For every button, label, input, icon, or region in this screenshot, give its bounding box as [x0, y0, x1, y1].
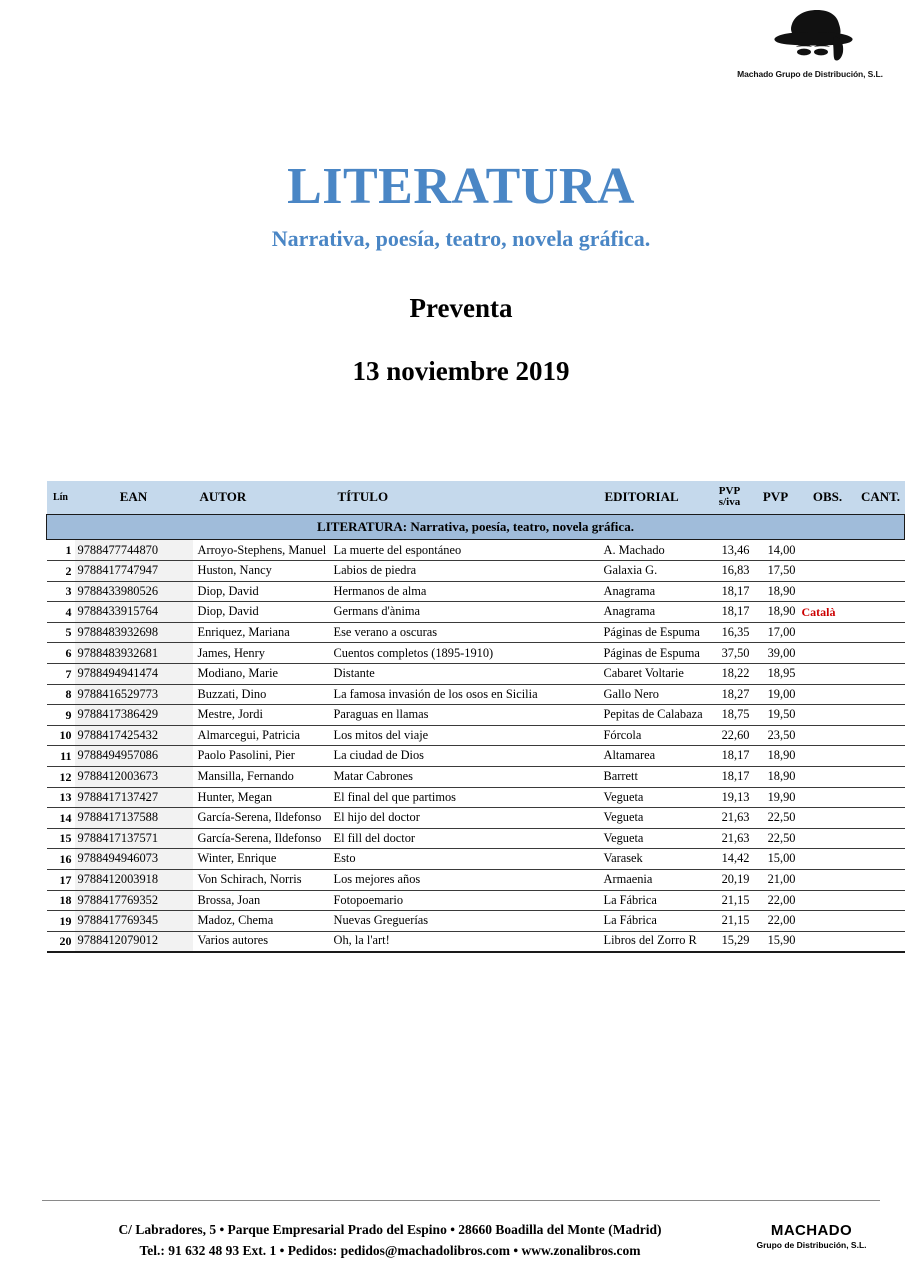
cell-obs [799, 849, 857, 870]
cell-pvp: 23,50 [753, 725, 799, 746]
cell-pvp: 14,00 [753, 540, 799, 561]
cell-titulo: Matar Cabrones [331, 766, 599, 787]
cell-editorial-text: Armaenia [603, 872, 653, 887]
cell-obs [799, 869, 857, 890]
cell-pvp-siva: 14,42 [707, 849, 753, 870]
cell-autor [193, 828, 331, 849]
cell-autor-text: Buzzati, Dino [197, 686, 267, 701]
cell-cant [857, 581, 905, 602]
cell-pvp-siva: 20,19 [707, 869, 753, 890]
cell-pvp-siva: 18,22 [707, 664, 753, 685]
cell-pvp: 19,50 [753, 705, 799, 726]
cell-editorial-text: La Fábrica [603, 892, 657, 907]
cell-autor-text: Mansilla, Fernando [197, 769, 294, 784]
footer-divider [42, 1200, 880, 1201]
cell-lin: 9 [47, 705, 75, 726]
cell-cant [857, 766, 905, 787]
cell-autor [193, 725, 331, 746]
cell-pvp: 22,50 [753, 828, 799, 849]
cell-titulo: Ese verano a oscuras [331, 622, 599, 643]
cell-editorial-text: Pepitas de Calabaza [603, 707, 703, 722]
table-row [47, 890, 905, 911]
cell-ean: 9788494941474 [75, 664, 193, 685]
cell-autor-text: Diop, David [197, 604, 259, 619]
cell-titulo: La muerte del espontáneo [331, 540, 599, 561]
cell-titulo: La ciudad de Dios [331, 746, 599, 767]
cell-autor-text: Huston, Nancy [197, 563, 272, 578]
column-header-autor: AUTOR [193, 481, 331, 515]
cell-ean: 9788416529773 [75, 684, 193, 705]
footer-brand-name: MACHADO [770, 1222, 853, 1239]
cell-titulo: Esto [331, 849, 599, 870]
cell-obs [799, 664, 857, 685]
cell-cant [857, 931, 905, 952]
cell-obs [799, 766, 857, 787]
cell-pvp-siva: 16,35 [707, 622, 753, 643]
table-row [47, 869, 905, 890]
cell-editorial [599, 705, 707, 726]
cell-editorial-text: Vegueta [603, 810, 644, 825]
cell-pvp-siva: 18,17 [707, 766, 753, 787]
table-header [47, 481, 905, 515]
cell-cant [857, 684, 905, 705]
cell-pvp-siva: 22,60 [707, 725, 753, 746]
cell-pvp-siva: 19,13 [707, 787, 753, 808]
cell-autor-text: James, Henry [197, 645, 265, 660]
cell-lin: 3 [47, 581, 75, 602]
cell-titulo: El hijo del doctor [331, 808, 599, 829]
page-subtitle: Narrativa, poesía, teatro, novela gráfica. [271, 225, 651, 251]
table-row [47, 684, 905, 705]
cell-lin: 5 [47, 622, 75, 643]
cell-pvp-siva: 37,50 [707, 643, 753, 664]
cell-editorial-text: Anagrama [603, 583, 656, 598]
cell-pvp-siva: 21,15 [707, 890, 753, 911]
cell-pvp-siva: 18,27 [707, 684, 753, 705]
cell-pvp: 21,00 [753, 869, 799, 890]
cell-lin: 13 [47, 787, 75, 808]
cell-obs [799, 787, 857, 808]
cell-pvp-siva: 13,46 [707, 540, 753, 561]
cell-autor [193, 890, 331, 911]
cell-titulo: El final del que partimos [331, 787, 599, 808]
cell-autor-text: Modiano, Marie [197, 666, 279, 681]
cell-editorial-text: La Fábrica [603, 913, 657, 928]
cell-pvp-siva: 21,63 [707, 808, 753, 829]
table-row [47, 849, 905, 870]
table-body [47, 540, 905, 952]
cell-editorial [599, 766, 707, 787]
cell-editorial [599, 746, 707, 767]
logo-caption: Machado Grupo de Distribución, S.L. [737, 69, 883, 79]
cell-autor [193, 664, 331, 685]
cell-editorial [599, 561, 707, 582]
cell-editorial [599, 911, 707, 932]
cell-autor [193, 684, 331, 705]
cell-pvp: 17,50 [753, 561, 799, 582]
footer-brand-tagline: Grupo de Distribución, S.L. [756, 1240, 867, 1250]
cell-autor [193, 931, 331, 952]
page-title: LITERATURA [287, 158, 635, 215]
cell-autor [193, 705, 331, 726]
table-header-row [47, 481, 905, 515]
cell-editorial [599, 725, 707, 746]
cell-obs [799, 808, 857, 829]
table-row [47, 561, 905, 582]
cell-pvp: 18,90 [753, 581, 799, 602]
cell-obs [799, 890, 857, 911]
cell-autor-text: Mestre, Jordi [197, 707, 263, 722]
cell-autor [193, 561, 331, 582]
cell-lin: 14 [47, 808, 75, 829]
cell-titulo: Fotopoemario [331, 890, 599, 911]
table-row [47, 931, 905, 952]
table-row [47, 602, 905, 623]
cell-editorial [599, 828, 707, 849]
cell-pvp-siva: 18,75 [707, 705, 753, 726]
cell-autor-text: Winter, Enrique [197, 851, 277, 866]
table-row [47, 828, 905, 849]
cell-editorial [599, 849, 707, 870]
table-row [47, 581, 905, 602]
cell-editorial-text: Vegueta [603, 789, 644, 804]
cell-pvp: 18,95 [753, 664, 799, 685]
cell-lin: 19 [47, 911, 75, 932]
cell-autor-text: Enriquez, Mariana [197, 624, 290, 639]
cell-lin: 17 [47, 869, 75, 890]
cell-cant [857, 705, 905, 726]
cell-obs [799, 622, 857, 643]
column-header-obs: OBS. [799, 481, 857, 515]
table-row [47, 911, 905, 932]
cell-pvp-siva: 15,29 [707, 931, 753, 952]
cell-editorial [599, 581, 707, 602]
cell-ean: 9788494957086 [75, 746, 193, 767]
cell-pvp: 19,90 [753, 787, 799, 808]
cell-obs [799, 746, 857, 767]
cell-autor [193, 766, 331, 787]
cell-autor-text: Paolo Pasolini, Pier [197, 748, 295, 763]
cell-pvp-siva: 18,17 [707, 581, 753, 602]
cell-obs [799, 725, 857, 746]
cell-titulo: Labios de piedra [331, 561, 599, 582]
cell-editorial-text: Páginas de Espuma [603, 624, 700, 639]
company-logo [720, 6, 900, 79]
cell-autor [193, 911, 331, 932]
table-section-band [47, 515, 905, 540]
cell-cant [857, 622, 905, 643]
cell-obs: Català [799, 602, 857, 623]
cell-pvp-siva: 21,15 [707, 911, 753, 932]
cell-editorial-text: Fórcola [603, 727, 642, 742]
cell-editorial-text: Barrett [603, 769, 638, 784]
cell-cant [857, 602, 905, 623]
cell-obs [799, 684, 857, 705]
cell-titulo: La famosa invasión de los osos en Sicilia [331, 684, 599, 705]
cell-titulo: Oh, la l'art! [331, 931, 599, 952]
footer-address-line-1: C/ Labradores, 5 • Parque Empresarial Prado del Espino • 28660 Boadilla del Monte (Madrid) [118, 1222, 662, 1237]
cell-titulo: Paraguas en llamas [331, 705, 599, 726]
cell-editorial [599, 643, 707, 664]
cell-autor [193, 849, 331, 870]
cell-obs [799, 705, 857, 726]
cell-autor-text: Diop, David [197, 583, 259, 598]
cell-pvp: 18,90 [753, 602, 799, 623]
cell-autor-text: Von Schirach, Norris [197, 872, 302, 887]
cell-ean: 9788417425432 [75, 725, 193, 746]
cell-lin: 7 [47, 664, 75, 685]
cell-ean: 9788417386429 [75, 705, 193, 726]
column-header-editorial: EDITORIAL [599, 481, 707, 515]
cell-pvp-siva: 21,63 [707, 828, 753, 849]
section-title: LITERATURA: Narrativa, poesía, teatro, novela gráfica. [47, 515, 905, 540]
column-header-pvp-siva [707, 481, 753, 515]
cell-obs [799, 828, 857, 849]
cell-editorial [599, 602, 707, 623]
cell-obs [799, 561, 857, 582]
cell-editorial-text: Gallo Nero [603, 686, 659, 701]
table-row [47, 725, 905, 746]
cell-autor [193, 622, 331, 643]
cell-editorial [599, 787, 707, 808]
cell-ean: 9788417137588 [75, 808, 193, 829]
cell-obs [799, 540, 857, 561]
cell-ean: 9788417769345 [75, 911, 193, 932]
cell-cant [857, 828, 905, 849]
page-footer [0, 1216, 922, 1276]
cell-pvp-siva: 16,83 [707, 561, 753, 582]
cell-editorial-text: Páginas de Espuma [603, 645, 700, 660]
table-row [47, 766, 905, 787]
cell-cant [857, 849, 905, 870]
document-title-block [0, 160, 922, 388]
cell-ean: 9788477744870 [75, 540, 193, 561]
cell-editorial-text: Altamarea [603, 748, 656, 763]
footer-address-line-2: Tel.: 91 632 48 93 Ext. 1 • Pedidos: pedidos@machadolibros.com • www.zonalibros.com [139, 1242, 641, 1258]
catalog-kind: Preventa [409, 292, 513, 323]
cell-cant [857, 643, 905, 664]
cell-autor-text: Hunter, Megan [197, 789, 273, 804]
cell-ean: 9788433915764 [75, 602, 193, 623]
table-row [47, 746, 905, 767]
cell-titulo: El fill del doctor [331, 828, 599, 849]
cell-ean: 9788412003673 [75, 766, 193, 787]
cell-autor-text: García-Serena, Ildefonso [197, 830, 322, 845]
cell-ean: 9788483932681 [75, 643, 193, 664]
cell-pvp-siva: 18,17 [707, 746, 753, 767]
cell-editorial [599, 540, 707, 561]
cell-lin: 1 [47, 540, 75, 561]
cell-cant [857, 787, 905, 808]
cell-autor-text: García-Serena, Ildefonso [197, 810, 322, 825]
cell-ean: 9788417769352 [75, 890, 193, 911]
cell-autor [193, 746, 331, 767]
cell-titulo: Distante [331, 664, 599, 685]
cell-editorial-text: Galaxia G. [603, 563, 658, 578]
cell-editorial-text: Vegueta [603, 830, 644, 845]
cell-obs [799, 911, 857, 932]
catalog-date: 13 noviembre 2019 [352, 356, 570, 387]
cell-autor [193, 869, 331, 890]
cell-ean: 9788483932698 [75, 622, 193, 643]
cell-editorial [599, 808, 707, 829]
cell-lin: 2 [47, 561, 75, 582]
cell-lin: 16 [47, 849, 75, 870]
section-band-row [47, 515, 905, 540]
cell-autor-text: Brossa, Joan [197, 892, 261, 907]
cell-ean: 9788417747947 [75, 561, 193, 582]
table-row [47, 540, 905, 561]
cell-pvp: 15,90 [753, 931, 799, 952]
column-header-pvp: PVP [753, 481, 799, 515]
cell-autor [193, 787, 331, 808]
column-header-lin: Lín [47, 481, 75, 515]
cell-editorial [599, 684, 707, 705]
cell-obs [799, 581, 857, 602]
cell-pvp-siva: 18,17 [707, 602, 753, 623]
table-row [47, 787, 905, 808]
table-row [47, 664, 905, 685]
cell-lin: 4 [47, 602, 75, 623]
cell-cant [857, 869, 905, 890]
cell-titulo: Los mitos del viaje [331, 725, 599, 746]
cell-cant [857, 664, 905, 685]
catalog-table-wrapper [46, 481, 904, 953]
cell-pvp: 22,00 [753, 890, 799, 911]
cell-autor-text: Arroyo-Stephens, Manuel [197, 542, 327, 557]
cell-titulo: Hermanos de alma [331, 581, 599, 602]
cell-cant [857, 561, 905, 582]
cell-autor [193, 602, 331, 623]
pvp-siva-line2: s/iva [718, 496, 741, 509]
cell-lin: 6 [47, 643, 75, 664]
cell-pvp: 18,90 [753, 746, 799, 767]
cell-pvp: 18,90 [753, 766, 799, 787]
cell-ean: 9788417137571 [75, 828, 193, 849]
cell-titulo: Nuevas Greguerías [331, 911, 599, 932]
cell-lin: 12 [47, 766, 75, 787]
cell-cant [857, 808, 905, 829]
cell-autor-text: Almarcegui, Patricia [197, 727, 301, 742]
pvp-siva-line1: PVP [718, 485, 741, 497]
cell-lin: 18 [47, 890, 75, 911]
cell-autor [193, 540, 331, 561]
column-header-ean: EAN [75, 481, 193, 515]
cell-pvp: 17,00 [753, 622, 799, 643]
cell-autor-text: Varios autores [197, 933, 269, 948]
cell-obs [799, 931, 857, 952]
cell-titulo: Cuentos completos (1895-1910) [331, 643, 599, 664]
cell-ean: 9788494946073 [75, 849, 193, 870]
table-row [47, 643, 905, 664]
table-row [47, 808, 905, 829]
cell-editorial-text: Anagrama [603, 604, 656, 619]
cell-editorial-text: Cabaret Voltarie [603, 666, 684, 681]
cell-editorial-text: A. Machado [603, 542, 665, 557]
cell-lin: 8 [47, 684, 75, 705]
cell-pvp: 39,00 [753, 643, 799, 664]
cell-editorial [599, 931, 707, 952]
catalog-table [46, 481, 905, 953]
cell-ean: 9788412003918 [75, 869, 193, 890]
cell-titulo: Germans d'ànima [331, 602, 599, 623]
cell-autor [193, 643, 331, 664]
cell-cant [857, 725, 905, 746]
cell-autor-text: Madoz, Chema [197, 913, 274, 928]
cell-ean: 9788433980526 [75, 581, 193, 602]
cell-pvp: 15,00 [753, 849, 799, 870]
footer-address [60, 1220, 720, 1262]
cell-cant [857, 890, 905, 911]
column-header-cant: CANT. [857, 481, 905, 515]
cell-pvp: 22,00 [753, 911, 799, 932]
cell-obs [799, 643, 857, 664]
cell-cant [857, 540, 905, 561]
table-row [47, 705, 905, 726]
cell-pvp: 22,50 [753, 808, 799, 829]
cell-editorial-text: Libros del Zorro R [603, 933, 697, 948]
cell-cant [857, 911, 905, 932]
cell-autor [193, 581, 331, 602]
table-row [47, 622, 905, 643]
cell-editorial [599, 890, 707, 911]
cell-ean: 9788417137427 [75, 787, 193, 808]
cell-ean: 9788412079012 [75, 931, 193, 952]
cell-autor [193, 808, 331, 829]
cell-editorial [599, 869, 707, 890]
column-header-titulo: TÍTULO [331, 481, 599, 515]
cell-titulo: Los mejores años [331, 869, 599, 890]
cell-lin: 11 [47, 746, 75, 767]
cell-pvp: 19,00 [753, 684, 799, 705]
machado-hat-logo-icon [751, 6, 869, 68]
cell-editorial [599, 622, 707, 643]
cell-lin: 15 [47, 828, 75, 849]
cell-editorial-text: Varasek [603, 851, 643, 866]
cell-lin: 10 [47, 725, 75, 746]
footer-brand [729, 1222, 894, 1250]
cell-cant [857, 746, 905, 767]
cell-editorial [599, 664, 707, 685]
cell-lin: 20 [47, 931, 75, 952]
